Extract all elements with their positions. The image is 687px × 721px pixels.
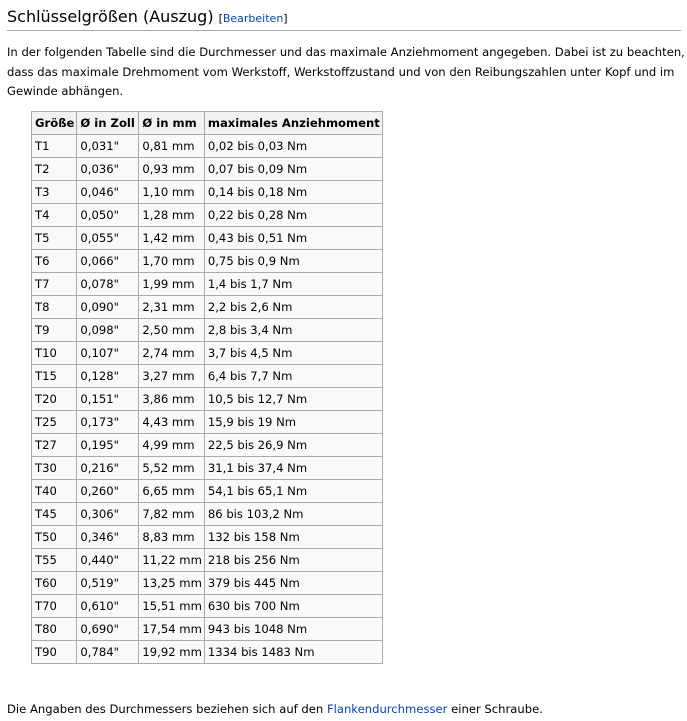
cell-max-torque: 2,8 bis 3,4 Nm <box>204 319 382 342</box>
table-row <box>32 273 383 296</box>
cell-diameter-mm: 7,82 mm <box>139 503 204 526</box>
cell-max-torque: 86 bis 103,2 Nm <box>204 503 382 526</box>
cell-size: T20 <box>32 388 77 411</box>
cell-diameter-inch: 0,610" <box>77 595 139 618</box>
cell-diameter-mm: 1,70 mm <box>139 250 204 273</box>
table-row <box>32 457 383 480</box>
footer-text-before: Die Angaben des Durchmessers beziehen sich auf den <box>7 702 327 716</box>
table-row <box>32 572 383 595</box>
cell-diameter-mm: 1,10 mm <box>139 181 204 204</box>
header-diameter-mm: Ø in mm <box>139 112 204 135</box>
header-diameter-inch: Ø in Zoll <box>77 112 139 135</box>
cell-size: T10 <box>32 342 77 365</box>
edit-bracket-open: [ <box>218 12 223 25</box>
header-max-torque: maximales Anziehmoment <box>204 112 382 135</box>
intro-line-1: In der folgenden Tabelle sind die Durchmesser und das maximale Anziehmoment angegeben. Dabei ist zu beachten, <box>7 45 685 59</box>
intro-line-2: dass das maximale Drehmoment vom Werkstoff, Werkstoffzustand und von den Reibungszahlen unter Kopf und im <box>7 64 675 79</box>
cell-size: T4 <box>32 204 77 227</box>
cell-diameter-mm: 8,83 mm <box>139 526 204 549</box>
cell-max-torque: 1334 bis 1483 Nm <box>204 641 382 664</box>
table-row <box>32 503 383 526</box>
table-row <box>32 411 383 434</box>
cell-max-torque: 2,2 bis 2,6 Nm <box>204 296 382 319</box>
table-row <box>32 526 383 549</box>
cell-max-torque: 0,75 bis 0,9 Nm <box>204 250 382 273</box>
cell-max-torque: 630 bis 700 Nm <box>204 595 382 618</box>
table-row <box>32 618 383 641</box>
cell-size: T80 <box>32 618 77 641</box>
cell-diameter-inch: 0,046" <box>77 181 139 204</box>
intro-line-3: Gewinde abhängen. <box>7 84 124 98</box>
cell-max-torque: 10,5 bis 12,7 Nm <box>204 388 382 411</box>
table-row <box>32 158 383 181</box>
cell-diameter-mm: 15,51 mm <box>139 595 204 618</box>
torx-size-table <box>31 111 383 664</box>
cell-diameter-inch: 0,036" <box>77 158 139 181</box>
cell-size: T60 <box>32 572 77 595</box>
cell-diameter-inch: 0,066" <box>77 250 139 273</box>
cell-diameter-mm: 17,54 mm <box>139 618 204 641</box>
cell-max-torque: 22,5 bis 26,9 Nm <box>204 434 382 457</box>
table-row <box>32 342 383 365</box>
cell-diameter-inch: 0,784" <box>77 641 139 664</box>
cell-diameter-inch: 0,306" <box>77 503 139 526</box>
table-row <box>32 365 383 388</box>
cell-diameter-inch: 0,055" <box>77 227 139 250</box>
cell-diameter-mm: 2,74 mm <box>139 342 204 365</box>
cell-diameter-inch: 0,690" <box>77 618 139 641</box>
table-row <box>32 595 383 618</box>
cell-diameter-mm: 1,99 mm <box>139 273 204 296</box>
table-body <box>32 135 383 664</box>
edit-link[interactable]: Bearbeiten <box>222 12 284 25</box>
cell-diameter-inch: 0,107" <box>77 342 139 365</box>
cell-max-torque: 1,4 bis 1,7 Nm <box>204 273 382 296</box>
cell-size: T50 <box>32 526 77 549</box>
table-header-row <box>32 112 383 135</box>
cell-diameter-inch: 0,031" <box>77 135 139 158</box>
cell-size: T70 <box>32 595 77 618</box>
cell-size: T55 <box>32 549 77 572</box>
cell-diameter-inch: 0,195" <box>77 434 139 457</box>
cell-diameter-inch: 0,050" <box>77 204 139 227</box>
cell-max-torque: 218 bis 256 Nm <box>204 549 382 572</box>
cell-diameter-mm: 5,52 mm <box>139 457 204 480</box>
cell-max-torque: 379 bis 445 Nm <box>204 572 382 595</box>
cell-diameter-mm: 1,42 mm <box>139 227 204 250</box>
cell-diameter-mm: 19,92 mm <box>139 641 204 664</box>
cell-diameter-inch: 0,173" <box>77 411 139 434</box>
cell-max-torque: 943 bis 1048 Nm <box>204 618 382 641</box>
cell-diameter-mm: 2,31 mm <box>139 296 204 319</box>
cell-diameter-inch: 0,090" <box>77 296 139 319</box>
table-row <box>32 135 383 158</box>
cell-diameter-mm: 6,65 mm <box>139 480 204 503</box>
cell-diameter-inch: 0,440" <box>77 549 139 572</box>
header-size: Größe <box>32 112 77 135</box>
cell-diameter-inch: 0,260" <box>77 480 139 503</box>
cell-max-torque: 0,22 bis 0,28 Nm <box>204 204 382 227</box>
cell-diameter-mm: 13,25 mm <box>139 572 204 595</box>
cell-size: T7 <box>32 273 77 296</box>
cell-diameter-inch: 0,151" <box>77 388 139 411</box>
section-heading <box>7 6 681 31</box>
table-row <box>32 480 383 503</box>
cell-max-torque: 54,1 bis 65,1 Nm <box>204 480 382 503</box>
cell-diameter-mm: 1,28 mm <box>139 204 204 227</box>
footer-note <box>7 701 543 718</box>
cell-size: T25 <box>32 411 77 434</box>
table-row <box>32 250 383 273</box>
cell-size: T40 <box>32 480 77 503</box>
cell-diameter-mm: 4,99 mm <box>139 434 204 457</box>
cell-max-torque: 0,02 bis 0,03 Nm <box>204 135 382 158</box>
cell-diameter-mm: 0,93 mm <box>139 158 204 181</box>
footer-text-after: einer Schraube. <box>447 702 543 716</box>
cell-diameter-inch: 0,346" <box>77 526 139 549</box>
intro-paragraph <box>7 43 685 102</box>
cell-size: T3 <box>32 181 77 204</box>
cell-diameter-mm: 2,50 mm <box>139 319 204 342</box>
cell-size: T2 <box>32 158 77 181</box>
cell-size: T8 <box>32 296 77 319</box>
edit-section <box>219 12 288 25</box>
cell-size: T30 <box>32 457 77 480</box>
table-row <box>32 227 383 250</box>
cell-max-torque: 0,07 bis 0,09 Nm <box>204 158 382 181</box>
table-row <box>32 641 383 664</box>
cell-max-torque: 31,1 bis 37,4 Nm <box>204 457 382 480</box>
cell-size: T1 <box>32 135 77 158</box>
cell-diameter-inch: 0,098" <box>77 319 139 342</box>
table-row <box>32 434 383 457</box>
cell-size: T6 <box>32 250 77 273</box>
cell-max-torque: 3,7 bis 4,5 Nm <box>204 342 382 365</box>
edit-bracket-close: ] <box>283 12 288 25</box>
table-row <box>32 204 383 227</box>
cell-size: T27 <box>32 434 77 457</box>
table-row <box>32 549 383 572</box>
cell-diameter-inch: 0,128" <box>77 365 139 388</box>
cell-size: T45 <box>32 503 77 526</box>
cell-diameter-inch: 0,078" <box>77 273 139 296</box>
cell-diameter-mm: 0,81 mm <box>139 135 204 158</box>
cell-size: T9 <box>32 319 77 342</box>
flankendurchmesser-link[interactable]: Flankendurchmesser <box>326 702 448 716</box>
table-row <box>32 181 383 204</box>
cell-size: T5 <box>32 227 77 250</box>
cell-max-torque: 15,9 bis 19 Nm <box>204 411 382 434</box>
cell-diameter-inch: 0,519" <box>77 572 139 595</box>
cell-diameter-mm: 3,27 mm <box>139 365 204 388</box>
cell-max-torque: 6,4 bis 7,7 Nm <box>204 365 382 388</box>
table-row <box>32 319 383 342</box>
cell-diameter-mm: 3,86 mm <box>139 388 204 411</box>
cell-max-torque: 0,43 bis 0,51 Nm <box>204 227 382 250</box>
section-title: Schlüsselgrößen (Auszug) <box>7 7 214 26</box>
cell-diameter-mm: 11,22 mm <box>139 549 204 572</box>
cell-size: T90 <box>32 641 77 664</box>
cell-diameter-mm: 4,43 mm <box>139 411 204 434</box>
cell-size: T15 <box>32 365 77 388</box>
cell-diameter-inch: 0,216" <box>77 457 139 480</box>
cell-max-torque: 132 bis 158 Nm <box>204 526 382 549</box>
cell-max-torque: 0,14 bis 0,18 Nm <box>204 181 382 204</box>
table-row <box>32 296 383 319</box>
table-row <box>32 388 383 411</box>
